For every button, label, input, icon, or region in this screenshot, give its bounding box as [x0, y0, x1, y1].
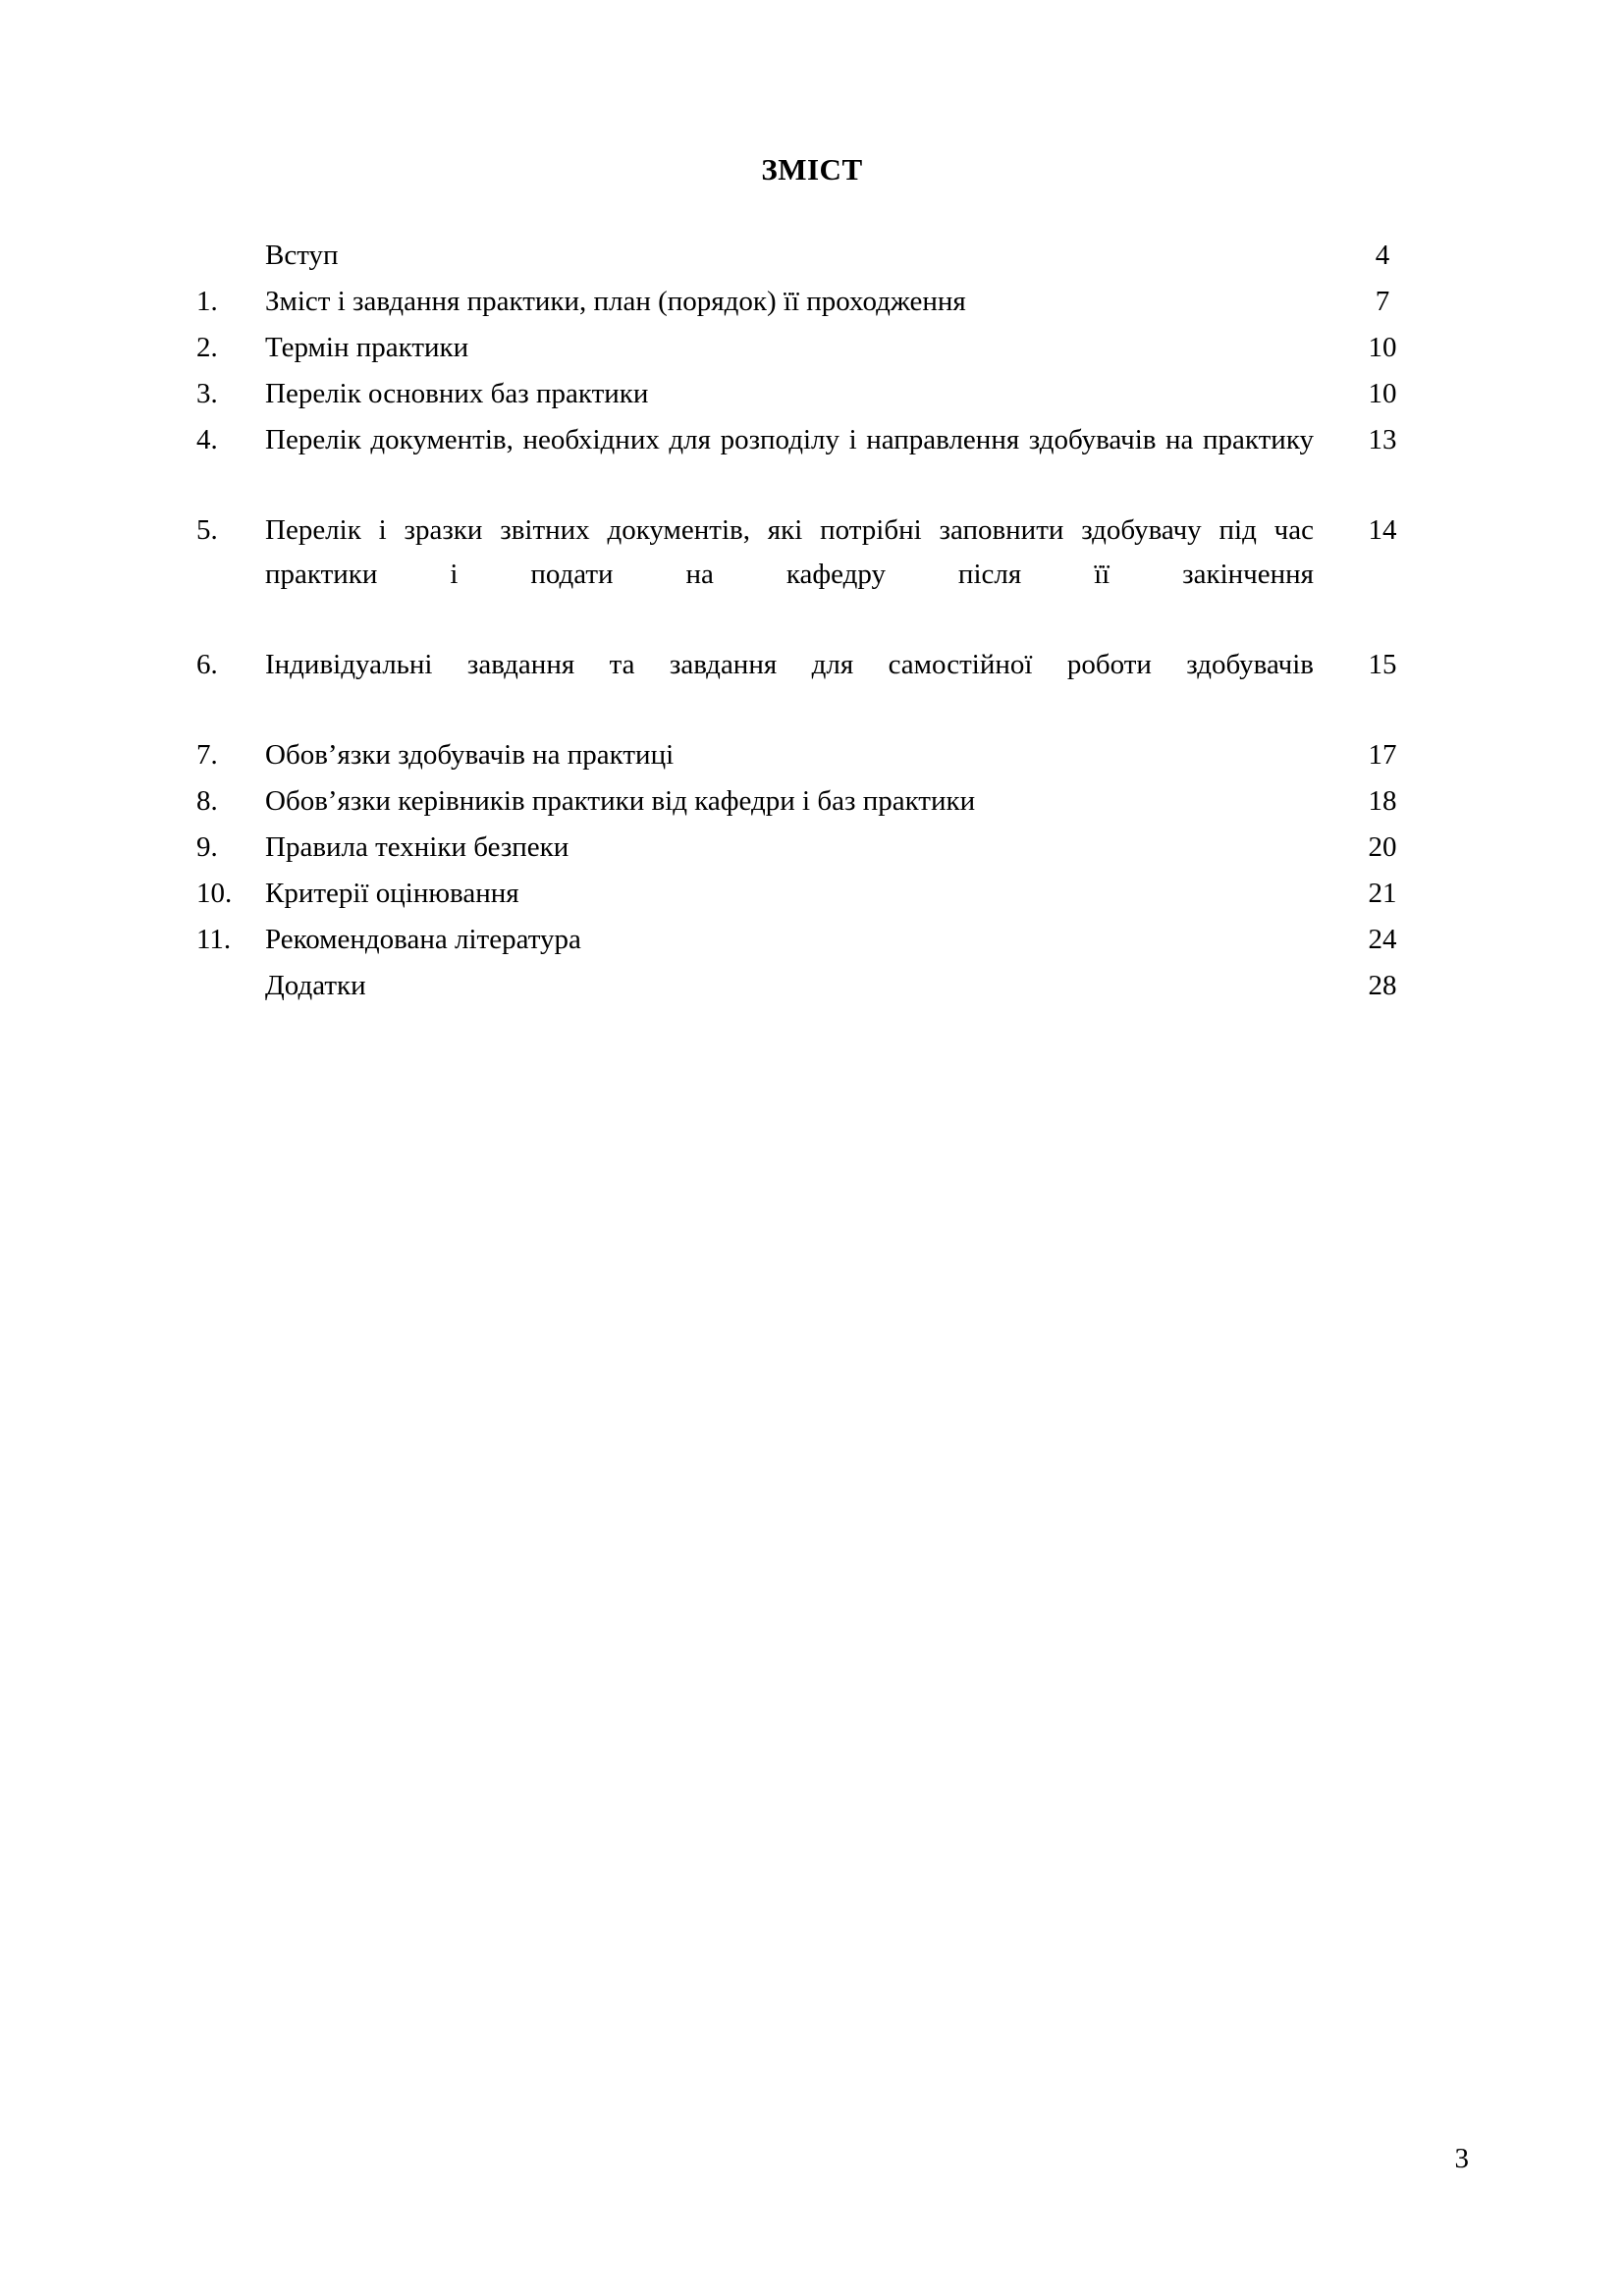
toc-entry-label[interactable]: Обов’язки здобувачів на практиці: [265, 739, 675, 771]
toc-entry-page-number: 7: [1375, 286, 1390, 317]
toc-entry-label[interactable]: Перелік основних баз практики: [265, 378, 649, 409]
toc-entry-label[interactable]: Зміст і завдання практики, план (порядок) її проходження: [265, 286, 966, 317]
footer-page-number: 3: [1454, 2143, 1469, 2174]
toc-entry-label[interactable]: Перелік документів, необхідних для розподілу і направлення здобувачів на практику: [265, 424, 1314, 455]
toc-entry[interactable]: [192, 733, 1430, 777]
toc-entry-label[interactable]: Індивідуальні завдання та завдання для самостійної роботи здобувачів: [265, 649, 1314, 680]
toc-entry[interactable]: [192, 280, 1430, 324]
toc-entry[interactable]: [192, 234, 1430, 278]
toc-entry[interactable]: [192, 872, 1430, 916]
toc-entry-number: 9.: [196, 831, 218, 863]
toc-entry-label[interactable]: Перелік і зразки звітних документів, які потрібні заповнити здобувачу під час практики і подати на кафедру після її закінчення: [265, 514, 1314, 590]
toc-entry-page-number: 17: [1368, 739, 1397, 771]
toc-entry[interactable]: [192, 372, 1430, 416]
toc-entry-page-number: 14: [1368, 514, 1397, 546]
page-title: ЗМІСТ: [761, 152, 863, 187]
toc-entry[interactable]: [192, 918, 1430, 962]
toc-entry-number: 6.: [196, 649, 218, 680]
toc-entry-label[interactable]: Рекомендована література: [265, 924, 581, 955]
toc-entry-page-number: 13: [1368, 424, 1397, 455]
toc-entry-number: 8.: [196, 785, 218, 817]
toc-entry-number: 7.: [196, 739, 218, 771]
toc-entry-label[interactable]: Критерії оцінювання: [265, 878, 519, 909]
toc-entry[interactable]: [192, 643, 1430, 731]
toc-entry-number: 4.: [196, 424, 218, 455]
toc-entry-page-number: 20: [1368, 831, 1397, 863]
toc-entry[interactable]: [192, 508, 1430, 641]
toc-entry-page-number: 4: [1375, 240, 1390, 271]
toc-entry-page-number: 10: [1368, 378, 1397, 409]
table-of-contents: [192, 234, 1430, 1010]
toc-entry[interactable]: [192, 326, 1430, 370]
toc-entry-page-number: 10: [1368, 332, 1397, 363]
toc-entry-number: 1.: [196, 286, 218, 317]
toc-entry-number: 11.: [196, 924, 232, 955]
toc-entry-number: 3.: [196, 378, 218, 409]
toc-entry-page-number: 28: [1368, 970, 1397, 1001]
toc-entry-number: 10.: [196, 878, 233, 909]
toc-entry-label[interactable]: Вступ: [265, 240, 339, 271]
toc-entry[interactable]: [192, 964, 1430, 1008]
toc-entry-page-number: 24: [1368, 924, 1397, 955]
toc-entry[interactable]: [192, 826, 1430, 870]
toc-entry[interactable]: [192, 418, 1430, 507]
toc-entry-label[interactable]: Додатки: [265, 970, 366, 1001]
toc-entry-number: 2.: [196, 332, 218, 363]
toc-entry-label[interactable]: Правила техніки безпеки: [265, 831, 569, 863]
toc-entry-label[interactable]: Обов’язки керівників практики від кафедри і баз практики: [265, 785, 976, 817]
toc-entry-page-number: 21: [1368, 878, 1397, 909]
toc-entry-page-number: 18: [1368, 785, 1397, 817]
toc-entry-label[interactable]: Термін практики: [265, 332, 469, 363]
toc-entry-number: 5.: [196, 514, 218, 546]
toc-entry[interactable]: [192, 779, 1430, 824]
toc-entry-page-number: 15: [1368, 649, 1397, 680]
